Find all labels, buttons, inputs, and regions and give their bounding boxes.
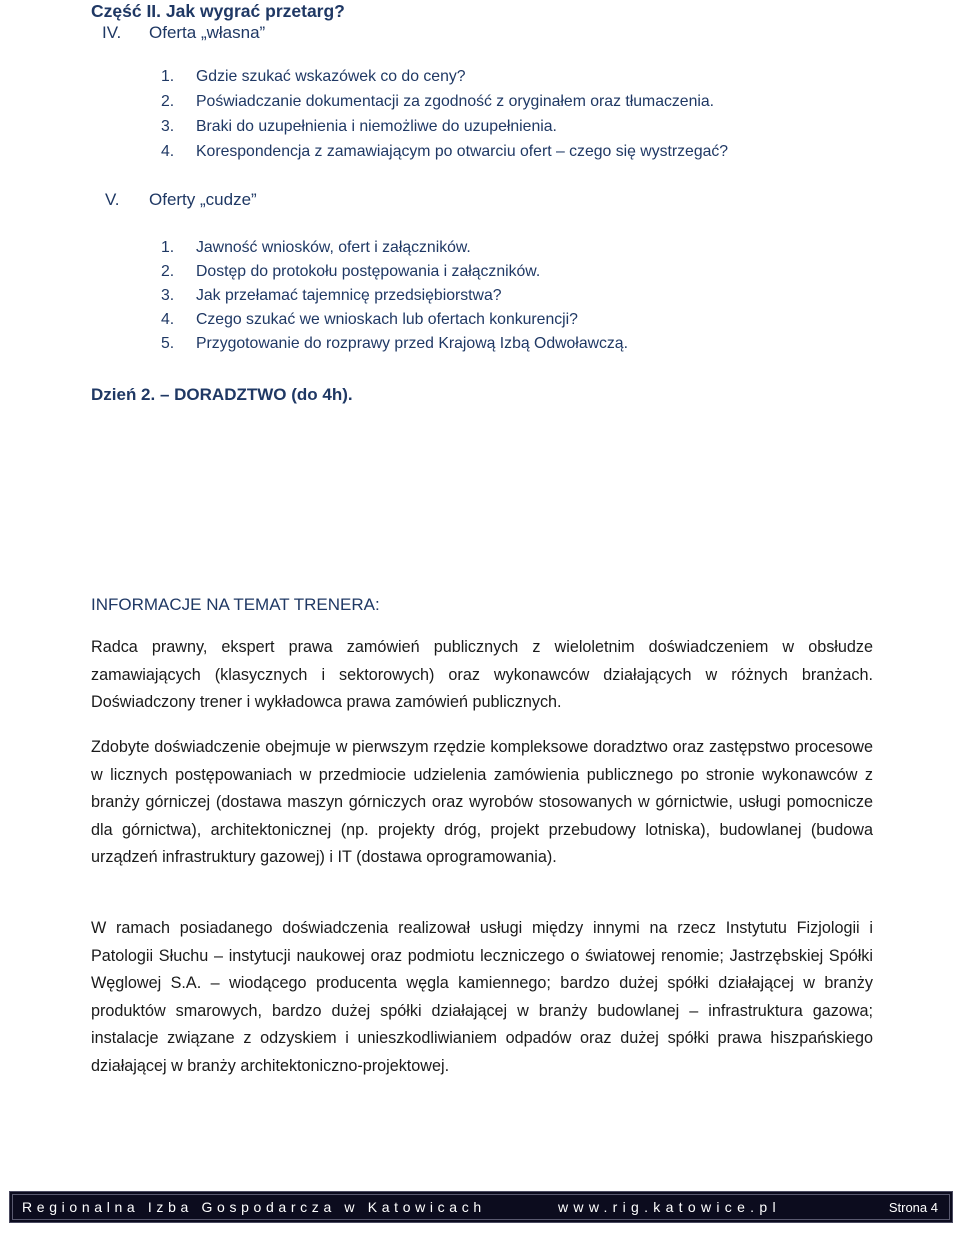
clients-paragraph: W ramach posiadanego doświadczenia realizował usługi między innymi na rzecz Instytutu Fizjologii i Patologii Słuchu – instytucji naukowej oraz podmiotu leczniczego o światowej renomie; Jastrzębskiej Spółki Węglowej S.A. – wiodącego producenta węgla kamiennego; bardzo dużej spółki działającej w branży produktów smarowych, bardzo dużej spółki działającej w branży budowlanej – infrastruktura gazowa; instalacje związane z odzyskiem i unieszkodliwianiem odpadów oraz dużej spółki prawa hiszpańskiego działającej w branży architektoniczno-projektowej. xyxy=(91,919,873,1075)
list-item-text: Gdzie szukać wskazówek co do ceny? xyxy=(196,68,466,85)
list-item xyxy=(0,310,960,330)
list-item xyxy=(0,92,960,112)
list-item xyxy=(0,67,960,87)
list-item-number: 5. xyxy=(161,335,175,352)
list-item-number: 1. xyxy=(161,239,175,256)
list-item-number: 3. xyxy=(161,118,175,135)
list-item xyxy=(0,262,960,282)
section-v-numeral: V. xyxy=(105,190,120,209)
list-item xyxy=(0,117,960,137)
section-v-title: Oferty „cudze” xyxy=(149,190,257,209)
list-item-text: Braki do uzupełnienia i niemożliwe do uzupełnienia. xyxy=(196,118,557,135)
list-item-text: Czego szukać we wnioskach lub ofertach konkurencji? xyxy=(196,311,578,328)
list-item xyxy=(0,238,960,258)
list-item-text: Poświadczanie dokumentacji za zgodność z oryginałem oraz tłumaczenia. xyxy=(196,93,715,110)
list-item-number: 3. xyxy=(161,287,175,304)
day-title: Dzień 2. – DORADZTWO (do 4h). xyxy=(91,385,353,404)
list-item-number: 4. xyxy=(161,311,175,328)
section-iv-numeral: IV. xyxy=(102,23,122,42)
list-item xyxy=(0,286,960,306)
list-item-text: Korespondencja z zamawiającym po otwarciu ofert – czego się wystrzegać? xyxy=(196,143,729,160)
experience-paragraph: Zdobyte doświadczenie obejmuje w pierwszym rzędzie kompleksowe doradztwo oraz zastępstwo procesowe w licznych postępowaniach w przedmiocie udzielenia zamówienia publicznego po stronie wykonawców z branży górniczej (dostawa maszyn górniczych oraz wyrobów stosowanych w górnictwie, usługi pomocnicze dla górnictwa), architektonicznej (np. projekty dróg, projekt przebudowy lotniska), budowlanej (budowa urządzeń infrastruktury gazowej) i IT (dostawa oprogramowania). xyxy=(91,738,873,866)
list-item-number: 4. xyxy=(161,143,175,160)
footer-website-link[interactable]: www.rig.katowice.pl xyxy=(558,1199,781,1215)
section-iv-title: Oferta „własna” xyxy=(149,23,266,42)
list-item xyxy=(0,142,960,162)
list-item xyxy=(0,334,960,354)
page-number: Strona 4 xyxy=(888,1200,938,1215)
footer-bar xyxy=(9,1191,953,1223)
footer-organization: Regionalna Izba Gospodarcza w Katowicach xyxy=(22,1199,486,1215)
trainer-heading: INFORMACJE NA TEMAT TRENERA: xyxy=(91,595,380,614)
list-item-text: Jawność wniosków, ofert i załączników. xyxy=(196,239,471,256)
list-item-number: 2. xyxy=(161,263,175,280)
list-item-text: Przygotowanie do rozprawy przed Krajową Izbą Odwoławczą. xyxy=(196,335,628,352)
trainer-paragraph: Radca prawny, ekspert prawa zamówień publicznych z wieloletnim doświadczeniem w obsłudze zamawiających (klasycznych i sektorowych) oraz wykonawców działających w różnych branżach. Doświadczony trener i wykładowca prawa zamówień publicznych. xyxy=(91,638,873,711)
part-title: Część II. Jak wygrać przetarg? xyxy=(91,1,345,21)
list-item-text: Dostęp do protokołu postępowania i załączników. xyxy=(196,263,541,280)
list-item-text: Jak przełamać tajemnicę przedsiębiorstwa? xyxy=(196,287,502,304)
list-item-number: 1. xyxy=(161,68,175,85)
list-item-number: 2. xyxy=(161,93,175,110)
